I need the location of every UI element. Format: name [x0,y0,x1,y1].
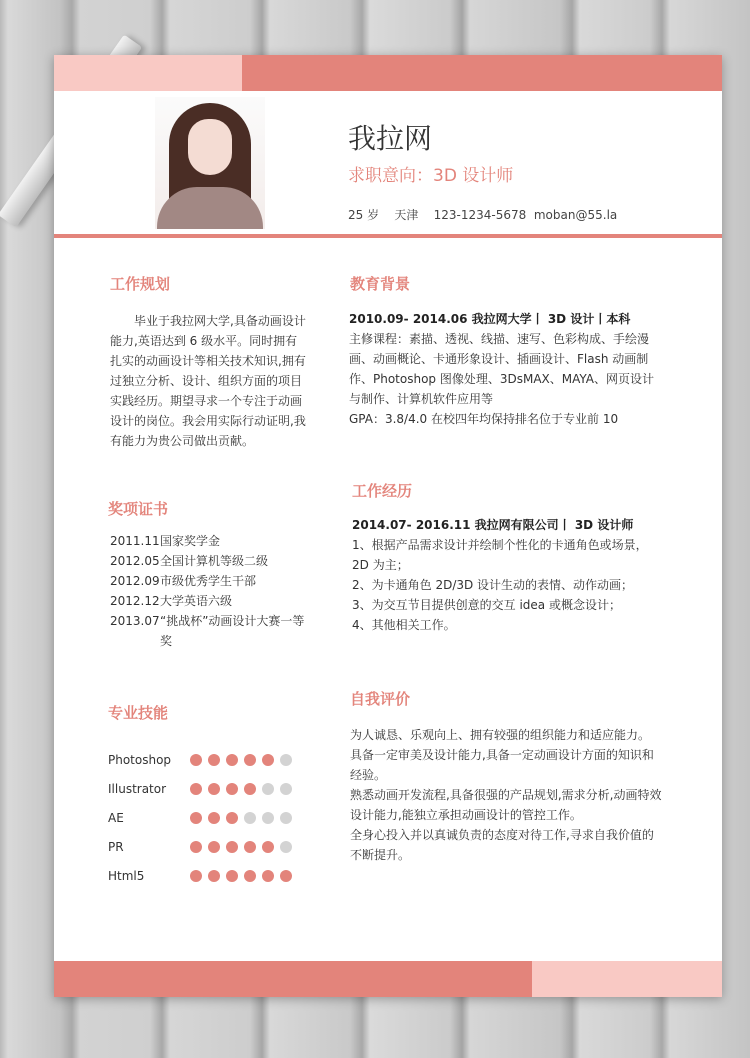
experience-section [352,515,664,635]
self-eval-line: 为人诚恳、乐观向上、拥有较强的组织能力和适应能力。 [350,728,651,742]
skill-dot [190,783,202,795]
skill-dot [262,754,274,766]
experience-duty: 2、为卡通角色 2D/3D 设计生动的表情、动作动画； [352,578,634,592]
work-plan-title: 工作规划 [110,275,171,293]
award-item [110,591,306,611]
award-name: 市级优秀学生干部 [160,574,257,588]
skill-dot [208,754,220,766]
award-date: 2011.11 [110,534,160,548]
skill-dot [244,841,256,853]
skill-dot [262,870,274,882]
skill-row [108,861,308,890]
award-date: 2013.07 [110,614,160,628]
self-eval-section [350,725,662,865]
experience-duty: 1、根据产品需求设计并绘制个性化的卡通角色或场景，2D 为主； [352,538,648,572]
skill-name: PR [108,839,124,854]
skill-dot [244,754,256,766]
skill-dot [190,754,202,766]
self-eval-line: 全身心投入并以真诚负责的态度对待工作,寻求自我价值的不断提升。 [350,828,654,862]
skill-dot [226,841,238,853]
skill-dot [190,841,202,853]
education-headline: 2010.09- 2014.06 我拉网大学丨 3D 设计丨本科 [349,312,631,326]
education-gpa: GPA：3.8/4.0 在校四年均保持排名位于专业前 10 [349,412,619,426]
header-divider [54,234,722,238]
experience-title: 工作经历 [352,482,413,500]
award-name: “挑战杯”动画设计大赛一等奖 [160,614,305,648]
skill-level [190,783,298,795]
skill-dot [280,783,292,795]
award-name: 国家奖学金 [160,534,221,548]
resume-page [54,55,722,997]
work-plan-text: 毕业于我拉网大学,具备动画设计能力,英语达到 6 级水平。同时拥有扎实的动画设计等相关技术知识,拥有过独立分析、设计、组织方面的项目实践经历。期望寻求一个专注于动画设计的岗位。我会用实际行动证明,我有能力为贵公司做出贡献。 [110,314,306,448]
skill-name: AE [108,810,124,825]
education-section [349,309,663,429]
skill-dot [208,812,220,824]
bottom-accent-bar-light [532,961,722,997]
self-eval-title: 自我评价 [350,690,411,708]
award-item [110,571,306,591]
skills-title: 专业技能 [108,704,169,722]
skill-dot [226,754,238,766]
awards-list [110,531,306,651]
skill-dot [190,870,202,882]
award-item [110,551,306,571]
experience-headline: 2014.07- 2016.11 我拉网有限公司丨 3D 设计师 [352,518,634,532]
skill-dot [244,783,256,795]
skill-dot [226,812,238,824]
skill-dot [280,841,292,853]
skill-dot [208,841,220,853]
education-courses: 主修课程：素描、透视、线描、速写、色彩构成、手绘漫画、动画概论、卡通形象设计、插画设计、Flash 动画制作、Photoshop 图像处理、3DsMAX、MAYA、网页设计与制作、计算机软件应用等 [349,332,655,406]
skill-row [108,832,308,861]
job-intention: 求职意向：3D 设计师 [348,166,514,186]
bottom-accent-bar-dark [54,961,532,997]
skill-dot [226,783,238,795]
top-accent-bar-dark [242,55,722,91]
skill-level [190,841,298,853]
skills-list [108,745,308,890]
skill-dot [280,812,292,824]
work-plan-section [110,311,306,451]
skill-dot [226,870,238,882]
self-eval-line: 具备一定审美及设计能力,具备一定动画设计方面的知识和经验。 [350,748,654,782]
award-name: 全国计算机等级二级 [160,554,269,568]
skill-name: Html5 [108,868,145,883]
award-name: 大学英语六级 [160,594,233,608]
skill-dot [280,870,292,882]
education-title: 教育背景 [350,275,411,293]
skill-level [190,870,298,882]
award-date: 2012.09 [110,574,160,588]
skill-dot [262,783,274,795]
skill-level [190,754,298,766]
experience-duty: 3、为交互节目提供创意的交互 idea 或概念设计； [352,598,621,612]
skill-dot [280,754,292,766]
skill-name: Illustrator [108,781,167,796]
top-accent-bar-light [54,55,242,91]
skill-dot [244,870,256,882]
award-item [110,611,306,651]
skill-dot [190,812,202,824]
skill-row [108,803,308,832]
skill-dot [208,783,220,795]
award-date: 2012.05 [110,554,160,568]
skill-dot [208,870,220,882]
self-eval-line: 熟悉动画开发流程,具备很强的产品规划,需求分析,动画特效设计能力,能独立承担动画设计的管控工作。 [350,788,662,822]
candidate-name: 我拉网 [348,122,433,155]
skill-dot [262,841,274,853]
photo-face [188,119,232,175]
contact-info: 25 岁 天津 123-1234-5678 moban@55.la [348,208,618,222]
award-item [110,531,306,551]
experience-duty: 4、其他相关工作。 [352,618,456,632]
skill-name: Photoshop [108,752,172,767]
skill-row [108,774,308,803]
profile-photo [155,97,265,229]
skill-dot [262,812,274,824]
award-date: 2012.12 [110,594,160,608]
awards-title: 奖项证书 [108,500,169,518]
skill-dot [244,812,256,824]
skill-level [190,812,298,824]
skill-row [108,745,308,774]
